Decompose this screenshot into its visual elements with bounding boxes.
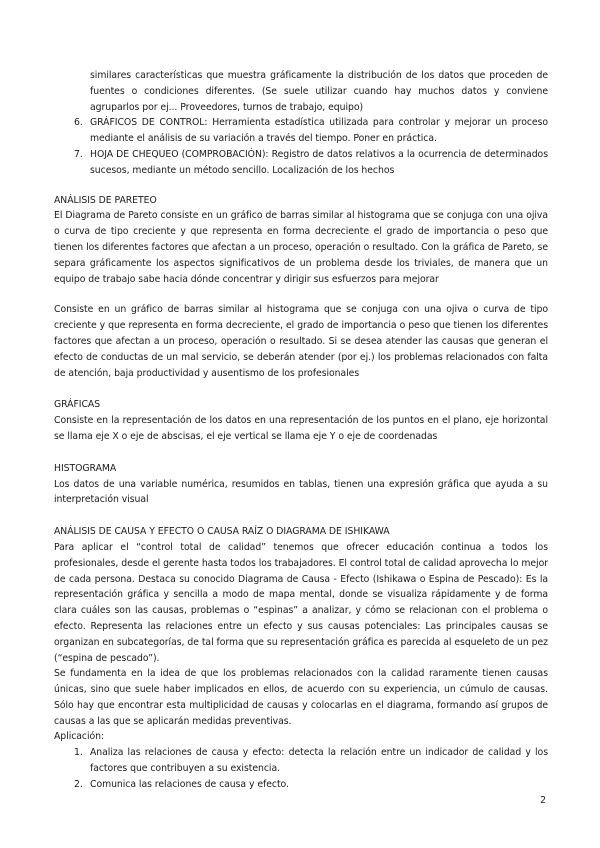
pareto-paragraph-1: El Diagrama de Pareto consiste en un gráfico de barras similar al histograma que se conjuga con una ojiva o curva de tipo creciente y que representa en forma decreciente el grado de importancia o peso que tienen los diferentes factores que afectan a un proceso, operación o resultado. Con la gráfica de Pareto, se separa gráficamente los aspectos significativos de un problema desde los triviales, de manera que un equipo de trabajo sabe hacia dónde concentrar y dirigir sus esfuerzos para mejorar bbox=[54, 210, 548, 285]
pareto-paragraph-2: Consiste en un gráfico de barras similar al histograma que se conjuga con una ojiva o curva de tipo creciente y que representa en forma decreciente, el grado de importancia o peso que tienen los diferentes factores que afectan a un proceso, operación o resultado. Si se desea atender las causas que generan el efecto de conductas de un mal servicio, se deberán atender (por ej.) los problemas relacionados con falta de atención, baja productividad y ausentismo de los profesionales bbox=[54, 304, 548, 379]
list-item-text: GRÁFICOS DE CONTROL: Herramienta estadística utilizada para controlar y mejorar un proceso mediante el análisis de su variación a través del tiempo. Poner en práctica. bbox=[90, 117, 548, 145]
list-item-analiza-relaciones bbox=[54, 745, 548, 777]
list-continuation-text: similares características que muestra gráficamente la distribución de los datos que proceden de fuentes o condiciones diferentes. (Se suele utilizar cuando hay muchos datos y conviene agruparlos por ej... Proveedores, turnos de trabajo, equipo) bbox=[90, 70, 548, 113]
page-content bbox=[54, 68, 548, 793]
graficas-paragraph: Consiste en la representación de los datos en una representación de los puntos en el plano, eje horizontal se llama eje X o eje de abscisas, el eje vertical se llama eje Y o eje de coordenadas bbox=[54, 415, 548, 442]
section-heading-pareto: ANÁLISIS DE PARETEO bbox=[54, 194, 157, 206]
application-label: Aplicación: bbox=[54, 731, 105, 743]
list-item-text: Analiza las relaciones de causa y efecto: detecta la relación entre un indicador de calidad y los factores que contribuyen a su existencia. bbox=[90, 747, 548, 775]
list-item-comunica-relaciones bbox=[54, 777, 548, 793]
histograma-paragraph: Los datos de una variable numérica, resumidos en tablas, tienen una expresión gráfica que ayuda a su interpretación visual bbox=[54, 478, 548, 506]
ishikawa-paragraph-1: Para aplicar el “control total de calidad” tenemos que ofrecer educación continua a todos los profesionales, desde el gerente hasta todos los trabajadores. El control total de calidad aprovecha lo mejor de cada persona. Destaca su conocido Diagrama de Causa - Efecto (Ishikawa o Espina de Pescado): Es la representación gráfica y sencilla a modo de mapa mental, donde se visualiza rápidamente y de forma clara cuáles son las causas, problemas o “espinas” a analizar, y cómo se relacionan con el problema o efecto. Representa las relaciones entre un efecto y sus causas potenciales: Las principales causas se organizan en subcategorías, de tal forma que su representación gráfica es parecida al esqueleto de un pez (“espina de pescado”). bbox=[54, 541, 548, 664]
section-heading-histograma: HISTOGRAMA bbox=[54, 462, 117, 474]
list-item-number: 6. bbox=[74, 117, 83, 129]
list-item-hoja-de-chequeo bbox=[54, 147, 548, 179]
section-heading-graficas: GRÁFICAS bbox=[54, 399, 101, 411]
ishikawa-paragraph-2: Se fundamenta en la idea de que los problemas relacionados con la calidad raramente tienen causas únicas, sino que suele haber implicados en ellos, de acuerdo con su experiencia, un cúmulo de causas. Sólo hay que encontrar esta multiplicidad de causas y colocarlas en el diagrama, formando así grupos de causas a las que se aplicarán medidas preventivas. bbox=[54, 668, 548, 727]
list-item-text: Comunica las relaciones de causa y efecto. bbox=[90, 778, 289, 790]
list-item-text: HOJA DE CHEQUEO (COMPROBACIÓN): Registro de datos relativos a la ocurrencia de determinados sucesos, mediante un método sencillo. Localización de los hechos bbox=[90, 148, 548, 176]
list-item-number: 1. bbox=[74, 747, 83, 759]
section-heading-ishikawa: ANÁLISIS DE CAUSA Y EFECTO O CAUSA RAÍZ O DIAGRAMA DE ISHIKAWA bbox=[54, 526, 390, 538]
list-item-number: 2. bbox=[74, 778, 83, 790]
list-item-number: 7. bbox=[74, 148, 83, 160]
page-number: 2 bbox=[540, 795, 546, 806]
list-item-graficos-de-control bbox=[54, 115, 548, 147]
